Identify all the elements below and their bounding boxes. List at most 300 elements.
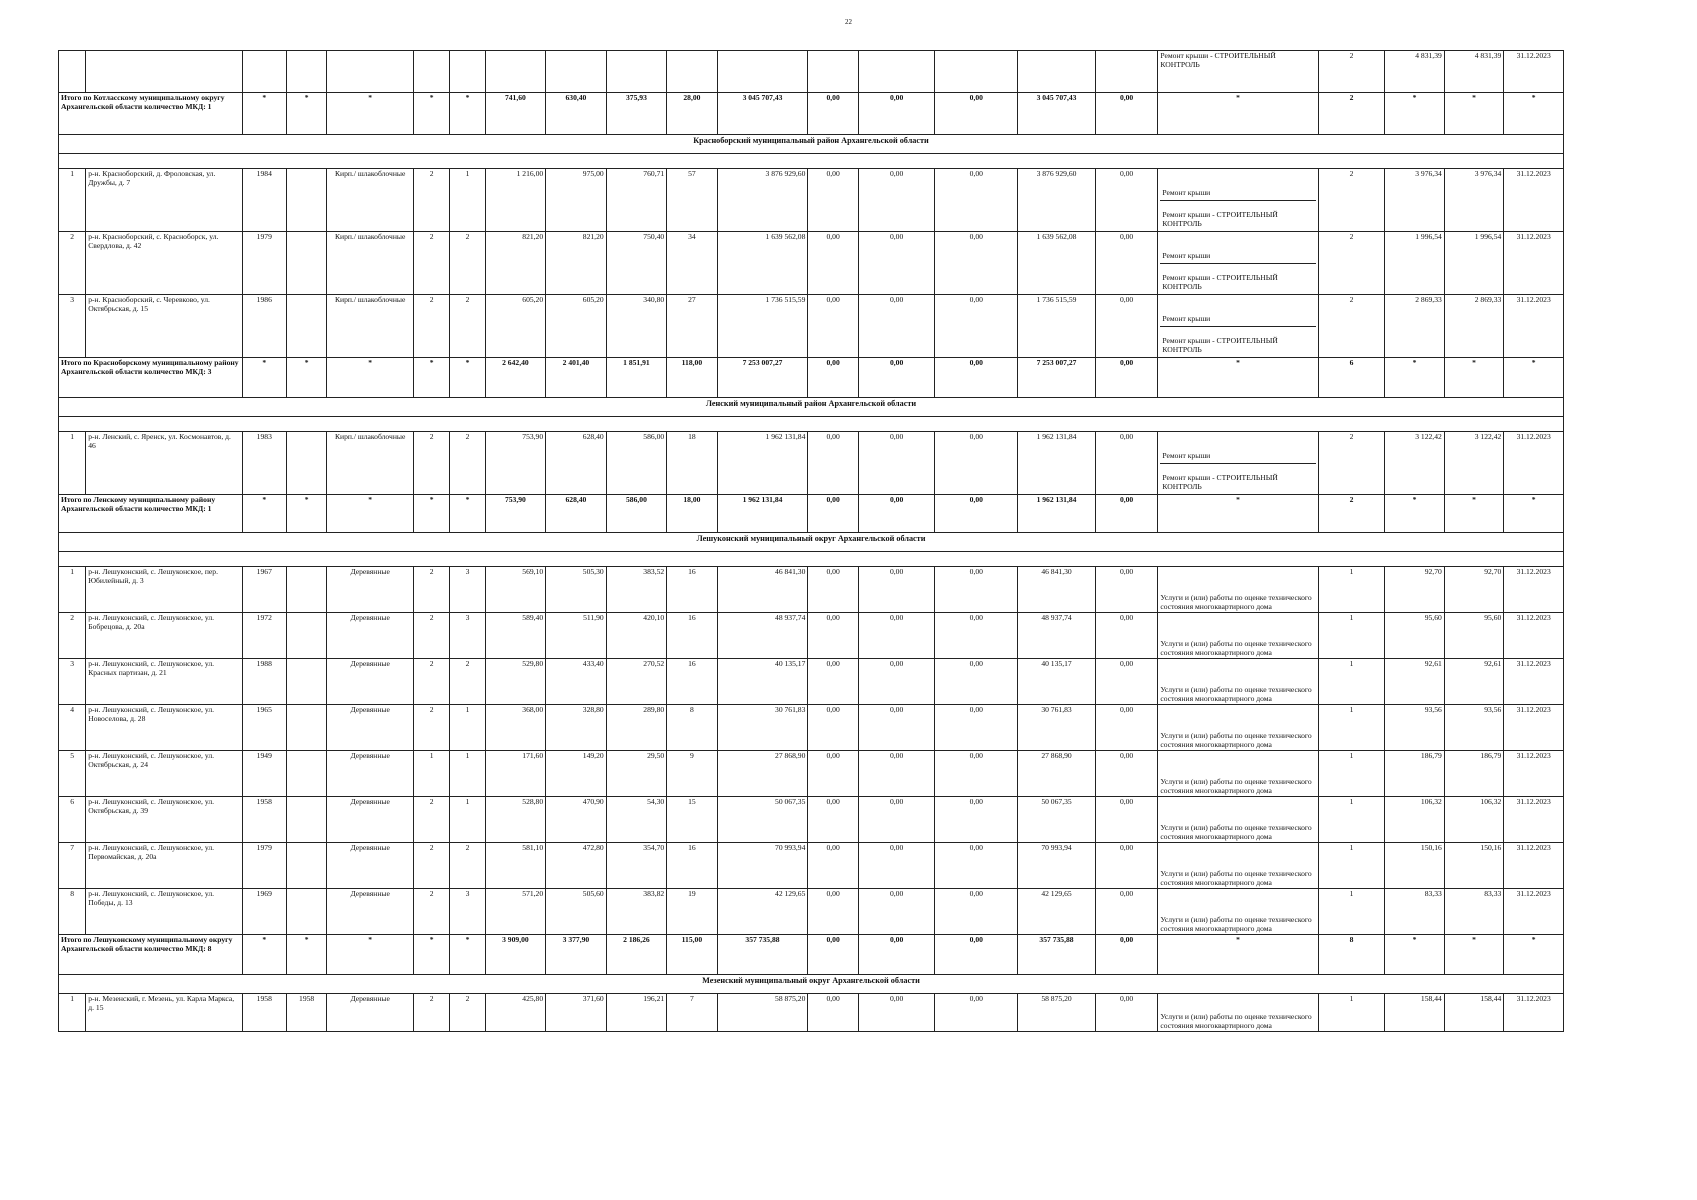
total-star: * <box>450 935 485 975</box>
total-area-residential: 586,00 <box>606 495 667 533</box>
cost-per-unit: 93,56 <box>1385 705 1445 751</box>
row-number: 1 <box>59 567 86 613</box>
area-residential: 586,00 <box>606 432 667 495</box>
area-total: 529,80 <box>485 659 546 705</box>
year-commissioned <box>286 751 326 797</box>
total-star: * <box>242 495 286 533</box>
total-star: * <box>1385 358 1445 398</box>
work-qty: 1 <box>1318 843 1385 889</box>
work-roof-control: Ремонт крыши - СТРОИТЕЛЬНЫЙ КОНТРОЛЬ <box>1160 326 1315 357</box>
cost-per-unit: 3 122,42 <box>1385 432 1445 495</box>
budget-municipal: 0,00 <box>935 432 1018 495</box>
year-built: 1967 <box>242 567 286 613</box>
table-row <box>59 432 1564 495</box>
area-total: 1 216,00 <box>485 169 546 232</box>
other-funds: 0,00 <box>1095 295 1158 358</box>
floors: 2 <box>414 705 450 751</box>
total-other: 0,00 <box>1095 935 1158 975</box>
entrances: 1 <box>450 751 485 797</box>
address: р-н. Лешуконский, с. Лешуконское, ул. Октябрьская, д. 39 <box>86 797 242 843</box>
total-owners: 7 253 007,27 <box>1018 358 1096 398</box>
area-residential: 340,80 <box>606 295 667 358</box>
budget-regional: 0,00 <box>858 567 935 613</box>
other-funds: 0,00 <box>1095 432 1158 495</box>
address: р-н. Лешуконский, с. Лешуконское, пер. Юбилейный, д. 3 <box>86 567 242 613</box>
cost-per-unit: 3 976,34 <box>1385 169 1445 232</box>
cost-per-unit-max: 93,56 <box>1444 705 1504 751</box>
budget-municipal: 0,00 <box>935 889 1018 935</box>
completion-date: 31.12.2023 <box>1504 232 1564 295</box>
budget-regional: 0,00 <box>858 705 935 751</box>
total-star: * <box>1385 495 1445 533</box>
table-row <box>59 567 1564 613</box>
total-label: Итого по Котласскому муниципальному округу Архангельской области количество МКД: 1 <box>59 93 243 135</box>
area-living: 975,00 <box>546 169 607 232</box>
work-type: Услуги и (или) работы по оценке технического состояния многоквартирного дома <box>1158 843 1318 889</box>
row-number: 7 <box>59 843 86 889</box>
budget-municipal: 0,00 <box>935 232 1018 295</box>
address: р-н. Лешуконский, с. Лешуконское, ул. Победы, д. 13 <box>86 889 242 935</box>
completion-date: 31.12.2023 <box>1504 432 1564 495</box>
row-number: 2 <box>59 613 86 659</box>
total-budget-regional: 0,00 <box>858 358 935 398</box>
cost-per-unit-max: 158,44 <box>1444 994 1504 1032</box>
cost-total: 50 067,35 <box>717 797 808 843</box>
residents: 16 <box>667 567 717 613</box>
cost-per-unit-max: 2 869,33 <box>1444 295 1504 358</box>
table-row <box>59 613 1564 659</box>
entrances: 2 <box>450 659 485 705</box>
owners-funds: 1 639 562,08 <box>1018 232 1096 295</box>
area-living: 472,80 <box>546 843 607 889</box>
area-residential: 354,70 <box>606 843 667 889</box>
total-area-living: 630,40 <box>546 93 607 135</box>
total-owners: 357 735,88 <box>1018 935 1096 975</box>
area-residential: 383,52 <box>606 567 667 613</box>
entrances: 1 <box>450 705 485 751</box>
total-star: * <box>327 93 414 135</box>
completion-date: 31.12.2023 <box>1504 705 1564 751</box>
cost-per-unit-max: 83,33 <box>1444 889 1504 935</box>
residents: 16 <box>667 659 717 705</box>
residents: 27 <box>667 295 717 358</box>
owners-funds: 1 736 515,59 <box>1018 295 1096 358</box>
total-star: * <box>414 935 450 975</box>
other-funds: 0,00 <box>1095 843 1158 889</box>
total-star: * <box>414 358 450 398</box>
owners-funds: 1 962 131,84 <box>1018 432 1096 495</box>
year-commissioned <box>286 613 326 659</box>
total-area: 2 642,40 <box>485 358 546 398</box>
cost-per-unit: 186,79 <box>1385 751 1445 797</box>
work-type: Ремонт крыши - СТРОИТЕЛЬНЫЙ КОНТРОЛЬ <box>1158 51 1318 93</box>
residents: 57 <box>667 169 717 232</box>
other-funds: 0,00 <box>1095 705 1158 751</box>
floors: 2 <box>414 567 450 613</box>
entrances: 2 <box>450 994 485 1032</box>
floors: 2 <box>414 889 450 935</box>
address: р-н. Лешуконский, с. Лешуконское, ул. Бобрецова, д. 20а <box>86 613 242 659</box>
total-star: * <box>1158 935 1318 975</box>
other-funds: 0,00 <box>1095 751 1158 797</box>
cost-per-unit-max: 106,32 <box>1444 797 1504 843</box>
other-funds: 0,00 <box>1095 567 1158 613</box>
budget-regional: 0,00 <box>858 295 935 358</box>
completion-date: 31.12.2023 <box>1504 613 1564 659</box>
cost-per-unit: 95,60 <box>1385 613 1445 659</box>
cost-total: 40 135,17 <box>717 659 808 705</box>
total-residents: 18,00 <box>667 495 717 533</box>
year-commissioned <box>286 567 326 613</box>
completion-date: 31.12.2023 <box>1504 567 1564 613</box>
total-budget-regional: 0,00 <box>858 495 935 533</box>
owners-funds: 70 993,94 <box>1018 843 1096 889</box>
fund: 0,00 <box>808 797 858 843</box>
area-total: 821,20 <box>485 232 546 295</box>
cost-per-unit: 92,61 <box>1385 659 1445 705</box>
row-number: 1 <box>59 432 86 495</box>
fund: 0,00 <box>808 232 858 295</box>
cost-per-unit-max: 186,79 <box>1444 751 1504 797</box>
table-row <box>59 751 1564 797</box>
total-star: * <box>1444 935 1504 975</box>
row-number: 1 <box>59 994 86 1032</box>
address: р-н. Красноборский, с. Черевково, ул. Октябрьская, д. 15 <box>86 295 242 358</box>
area-total: 368,00 <box>485 705 546 751</box>
area-living: 371,60 <box>546 994 607 1032</box>
total-budget-municipal: 0,00 <box>935 935 1018 975</box>
section-title: Мезенский муниципальный округ Архангельской области <box>59 975 1564 994</box>
total-star: * <box>450 495 485 533</box>
table-row <box>59 889 1564 935</box>
area-living: 505,60 <box>546 889 607 935</box>
row-number: 3 <box>59 295 86 358</box>
section-header-row <box>59 135 1564 154</box>
area-total: 753,90 <box>485 432 546 495</box>
total-residents: 28,00 <box>667 93 717 135</box>
work-type <box>1158 232 1318 295</box>
year-built: 1972 <box>242 613 286 659</box>
address: р-н. Мезенский, г. Мезень, ул. Карла Маркса, д. 15 <box>86 994 242 1032</box>
wall-material: Кирп./ шлакоблочные <box>327 295 414 358</box>
work-type <box>1158 295 1318 358</box>
year-commissioned <box>286 705 326 751</box>
area-total: 581,10 <box>485 843 546 889</box>
table-row <box>59 169 1564 232</box>
total-qty: 2 <box>1318 93 1385 135</box>
budget-regional: 0,00 <box>858 659 935 705</box>
work-qty: 1 <box>1318 613 1385 659</box>
area-total: 425,80 <box>485 994 546 1032</box>
work-roof: Ремонт крыши <box>1162 314 1211 323</box>
total-area-living: 628,40 <box>546 495 607 533</box>
work-type <box>1158 169 1318 232</box>
cost-per-unit-max: 92,61 <box>1444 659 1504 705</box>
work-qty: 1 <box>1318 751 1385 797</box>
wall-material: Кирп./ шлакоблочные <box>327 169 414 232</box>
budget-regional: 0,00 <box>858 232 935 295</box>
cost-total: 1 962 131,84 <box>717 432 808 495</box>
residents: 18 <box>667 432 717 495</box>
area-total: 571,20 <box>485 889 546 935</box>
address: р-н. Красноборский, с. Красноборск, ул. Свердлова, д. 42 <box>86 232 242 295</box>
spacer-cell <box>59 417 1564 432</box>
cost-per-unit-max: 92,70 <box>1444 567 1504 613</box>
total-area-residential: 1 851,91 <box>606 358 667 398</box>
completion-date: 31.12.2023 <box>1504 751 1564 797</box>
row-number: 3 <box>59 659 86 705</box>
cost-total: 42 129,65 <box>717 889 808 935</box>
area-residential: 54,30 <box>606 797 667 843</box>
work-type: Услуги и (или) работы по оценке технического состояния многоквартирного дома <box>1158 613 1318 659</box>
entrances: 3 <box>450 889 485 935</box>
year-commissioned <box>286 232 326 295</box>
work-type: Услуги и (или) работы по оценке технического состояния многоквартирного дома <box>1158 705 1318 751</box>
table-body <box>59 51 1564 1032</box>
other-funds: 0,00 <box>1095 613 1158 659</box>
area-living: 821,20 <box>546 232 607 295</box>
budget-municipal: 0,00 <box>935 659 1018 705</box>
work-type: Услуги и (или) работы по оценке технического состояния многоквартирного дома <box>1158 659 1318 705</box>
total-owners: 3 045 707,43 <box>1018 93 1096 135</box>
cost-total: 30 761,83 <box>717 705 808 751</box>
year-built: 1986 <box>242 295 286 358</box>
year-built: 1984 <box>242 169 286 232</box>
entrances: 2 <box>450 843 485 889</box>
total-star: * <box>327 495 414 533</box>
completion-date: 31.12.2023 <box>1504 994 1564 1032</box>
year-commissioned <box>286 889 326 935</box>
total-area: 753,90 <box>485 495 546 533</box>
cost-per-unit: 2 869,33 <box>1385 295 1445 358</box>
work-roof-control: Ремонт крыши - СТРОИТЕЛЬНЫЙ КОНТРОЛЬ <box>1160 263 1315 294</box>
total-other: 0,00 <box>1095 93 1158 135</box>
work-qty: 2 <box>1318 295 1385 358</box>
residents: 16 <box>667 613 717 659</box>
total-star: * <box>286 358 326 398</box>
total-star: * <box>1385 935 1445 975</box>
cost-total: 46 841,30 <box>717 567 808 613</box>
area-residential: 289,80 <box>606 705 667 751</box>
area-living: 433,40 <box>546 659 607 705</box>
total-other: 0,00 <box>1095 495 1158 533</box>
work-type: Услуги и (или) работы по оценке технического состояния многоквартирного дома <box>1158 751 1318 797</box>
address: р-н. Лешуконский, с. Лешуконское, ул. Первомайская, д. 20а <box>86 843 242 889</box>
year-commissioned <box>286 432 326 495</box>
total-area-living: 3 377,90 <box>546 935 607 975</box>
budget-regional: 0,00 <box>858 994 935 1032</box>
residents: 19 <box>667 889 717 935</box>
total-row <box>59 935 1564 975</box>
owners-funds: 27 868,90 <box>1018 751 1096 797</box>
total-star: * <box>327 358 414 398</box>
total-qty: 6 <box>1318 358 1385 398</box>
floors: 2 <box>414 797 450 843</box>
area-living: 511,90 <box>546 613 607 659</box>
completion-date: 31.12.2023 <box>1504 797 1564 843</box>
cost-total: 70 993,94 <box>717 843 808 889</box>
spacer-cell <box>59 552 1564 567</box>
wall-material: Деревянные <box>327 889 414 935</box>
work-type: Услуги и (или) работы по оценке технического состояния многоквартирного дома <box>1158 567 1318 613</box>
total-star: * <box>414 93 450 135</box>
area-living: 470,90 <box>546 797 607 843</box>
work-type: Услуги и (или) работы по оценке технического состояния многоквартирного дома <box>1158 797 1318 843</box>
owners-funds: 30 761,83 <box>1018 705 1096 751</box>
owners-funds: 3 876 929,60 <box>1018 169 1096 232</box>
residents: 8 <box>667 705 717 751</box>
total-star: * <box>414 495 450 533</box>
wall-material: Деревянные <box>327 659 414 705</box>
floors: 2 <box>414 432 450 495</box>
other-funds: 0,00 <box>1095 994 1158 1032</box>
cost-per-unit-max: 3 122,42 <box>1444 432 1504 495</box>
table-row <box>59 232 1564 295</box>
floors: 2 <box>414 232 450 295</box>
entrances: 2 <box>450 295 485 358</box>
fund: 0,00 <box>808 705 858 751</box>
section-header-row <box>59 533 1564 552</box>
entrances: 2 <box>450 432 485 495</box>
budget-regional: 0,00 <box>858 432 935 495</box>
total-star: * <box>1444 495 1504 533</box>
floors: 2 <box>414 659 450 705</box>
total-cost: 1 962 131,84 <box>717 495 808 533</box>
total-cost: 357 735,88 <box>717 935 808 975</box>
total-star: * <box>1385 93 1445 135</box>
total-star: * <box>1504 358 1564 398</box>
wall-material: Деревянные <box>327 994 414 1032</box>
budget-municipal: 0,00 <box>935 295 1018 358</box>
owners-funds: 50 067,35 <box>1018 797 1096 843</box>
total-label: Итого по Лешуконскому муниципальному округу Архангельской области количество МКД: 8 <box>59 935 243 975</box>
address: р-н. Красноборский, д. Фроловская, ул. Дружбы, д. 7 <box>86 169 242 232</box>
cost-per-unit-max: 3 976,34 <box>1444 169 1504 232</box>
total-star: * <box>450 358 485 398</box>
work-qty: 2 <box>1318 51 1385 93</box>
budget-regional: 0,00 <box>858 169 935 232</box>
completion-date: 31.12.2023 <box>1504 51 1564 93</box>
cost-total: 48 937,74 <box>717 613 808 659</box>
cost-per-unit-max: 150,16 <box>1444 843 1504 889</box>
area-total: 569,10 <box>485 567 546 613</box>
cost-per-unit-max: 4 831,39 <box>1444 51 1504 93</box>
area-residential: 383,82 <box>606 889 667 935</box>
cost-per-unit: 83,33 <box>1385 889 1445 935</box>
residents: 9 <box>667 751 717 797</box>
total-area: 3 909,00 <box>485 935 546 975</box>
other-funds: 0,00 <box>1095 169 1158 232</box>
total-other: 0,00 <box>1095 358 1158 398</box>
fund: 0,00 <box>808 567 858 613</box>
row-number: 4 <box>59 705 86 751</box>
cost-total: 1 639 562,08 <box>717 232 808 295</box>
table-row <box>59 994 1564 1032</box>
completion-date: 31.12.2023 <box>1504 843 1564 889</box>
year-built: 1979 <box>242 843 286 889</box>
table-row-continuation <box>59 51 1564 93</box>
completion-date: 31.12.2023 <box>1504 889 1564 935</box>
area-living: 149,20 <box>546 751 607 797</box>
floors: 2 <box>414 843 450 889</box>
total-fund: 0,00 <box>808 495 858 533</box>
address: р-н. Лешуконский, с. Лешуконское, ул. Красных партизан, д. 21 <box>86 659 242 705</box>
address: р-н. Ленский, с. Яренск, ул. Космонавтов, д. 46 <box>86 432 242 495</box>
budget-regional: 0,00 <box>858 613 935 659</box>
total-area-residential: 375,93 <box>606 93 667 135</box>
cost-total: 58 875,20 <box>717 994 808 1032</box>
cost-per-unit: 106,32 <box>1385 797 1445 843</box>
wall-material: Деревянные <box>327 705 414 751</box>
wall-material: Кирп./ шлакоблочные <box>327 232 414 295</box>
total-row <box>59 358 1564 398</box>
fund: 0,00 <box>808 659 858 705</box>
fund: 0,00 <box>808 432 858 495</box>
work-qty: 2 <box>1318 432 1385 495</box>
work-roof-control: Ремонт крыши - СТРОИТЕЛЬНЫЙ КОНТРОЛЬ <box>1160 463 1315 494</box>
total-budget-municipal: 0,00 <box>935 495 1018 533</box>
cost-total: 1 736 515,59 <box>717 295 808 358</box>
total-budget-regional: 0,00 <box>858 93 935 135</box>
address: р-н. Лешуконский, с. Лешуконское, ул. Новоселова, д. 28 <box>86 705 242 751</box>
entrances: 3 <box>450 567 485 613</box>
total-star: * <box>242 93 286 135</box>
area-total: 528,80 <box>485 797 546 843</box>
total-fund: 0,00 <box>808 358 858 398</box>
year-built: 1983 <box>242 432 286 495</box>
table-row <box>59 797 1564 843</box>
work-type: Услуги и (или) работы по оценке технического состояния многоквартирного дома <box>1158 889 1318 935</box>
cost-total: 27 868,90 <box>717 751 808 797</box>
year-commissioned <box>286 169 326 232</box>
year-commissioned <box>286 843 326 889</box>
completion-date: 31.12.2023 <box>1504 659 1564 705</box>
wall-material: Деревянные <box>327 751 414 797</box>
work-roof-control: Ремонт крыши - СТРОИТЕЛЬНЫЙ КОНТРОЛЬ <box>1160 200 1315 231</box>
total-area: 741,60 <box>485 93 546 135</box>
capital-repair-table <box>58 50 1564 1032</box>
section-title: Ленский муниципальный район Архангельской области <box>59 398 1564 417</box>
address: р-н. Лешуконский, с. Лешуконское, ул. Октябрьская, д. 24 <box>86 751 242 797</box>
total-star: * <box>450 93 485 135</box>
area-total: 605,20 <box>485 295 546 358</box>
total-star: * <box>1158 93 1318 135</box>
fund: 0,00 <box>808 751 858 797</box>
total-star: * <box>1158 495 1318 533</box>
row-number: 5 <box>59 751 86 797</box>
total-star: * <box>242 935 286 975</box>
area-total: 171,60 <box>485 751 546 797</box>
budget-municipal: 0,00 <box>935 843 1018 889</box>
total-star: * <box>1158 358 1318 398</box>
row-number: 8 <box>59 889 86 935</box>
budget-regional: 0,00 <box>858 843 935 889</box>
total-star: * <box>1504 495 1564 533</box>
total-row <box>59 93 1564 135</box>
floors: 2 <box>414 613 450 659</box>
floors: 2 <box>414 169 450 232</box>
work-qty: 1 <box>1318 659 1385 705</box>
area-residential: 420,10 <box>606 613 667 659</box>
budget-municipal: 0,00 <box>935 169 1018 232</box>
other-funds: 0,00 <box>1095 797 1158 843</box>
year-built: 1965 <box>242 705 286 751</box>
residents: 16 <box>667 843 717 889</box>
table-row <box>59 659 1564 705</box>
work-qty: 2 <box>1318 232 1385 295</box>
floors: 1 <box>414 751 450 797</box>
budget-municipal: 0,00 <box>935 567 1018 613</box>
